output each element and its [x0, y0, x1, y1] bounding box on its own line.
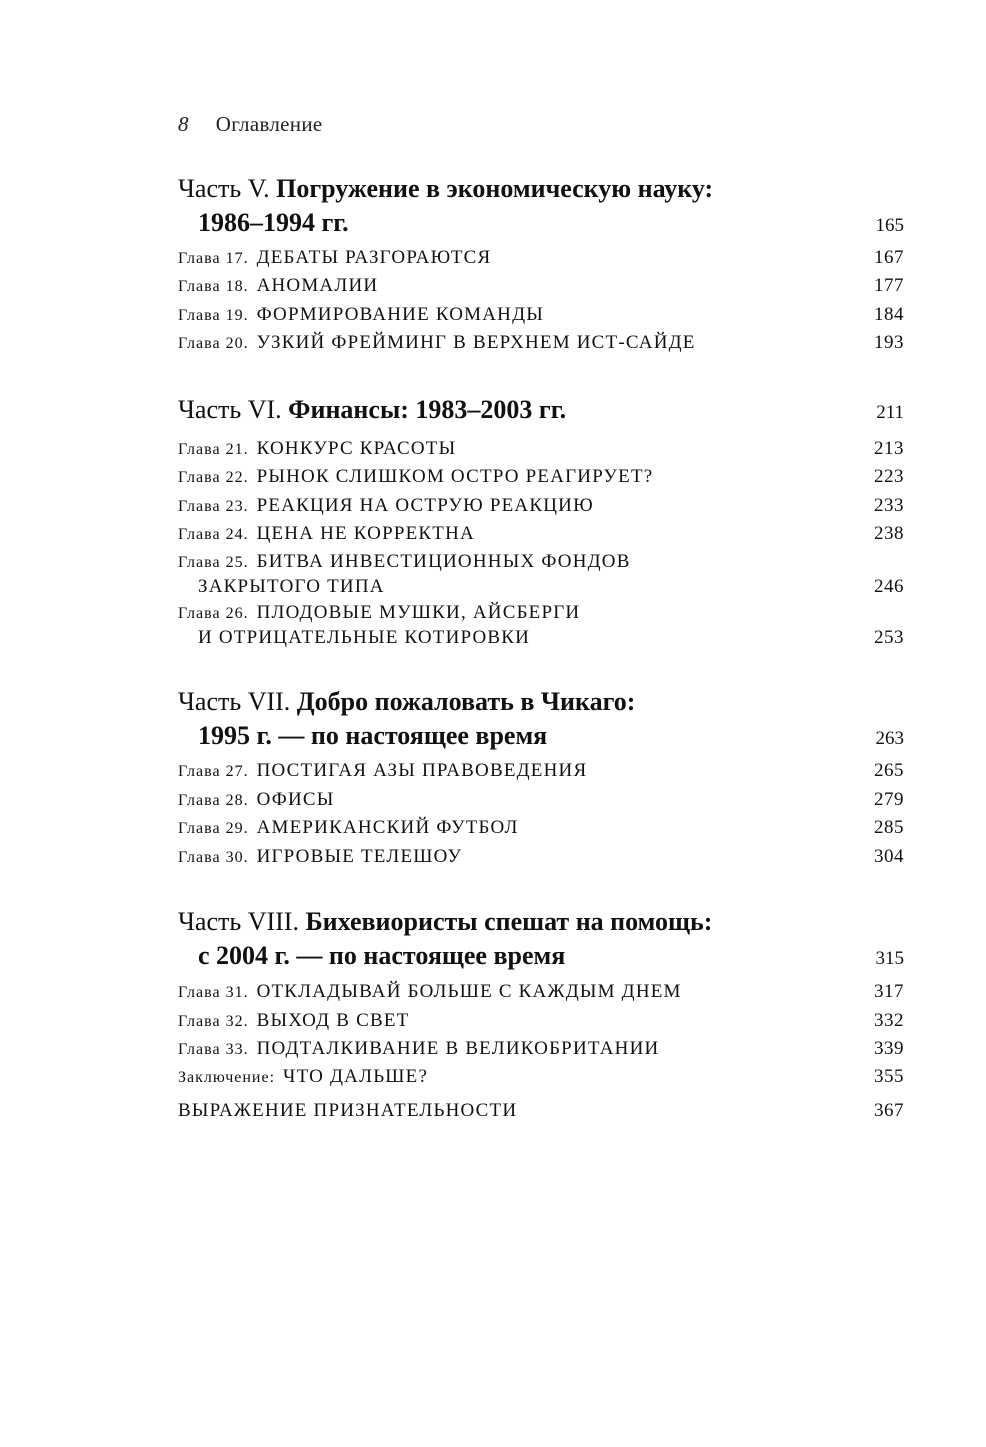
part-title: Бихевиористы спешат на помощь:	[305, 907, 713, 936]
part-title: Добро пожаловать в Чикаго:	[296, 687, 636, 716]
page-ref: 165	[875, 215, 904, 236]
chapter-title: АМЕРИКАНСКИЙ ФУТБОЛ	[256, 817, 519, 838]
chapter-title: КОНКУРС КРАСОТЫ	[256, 438, 457, 459]
toc-entry[interactable]	[178, 845, 904, 870]
toc-entry[interactable]	[178, 759, 904, 784]
running-head	[178, 112, 323, 137]
chapter-title: ПОДТАЛКИВАНИЕ В ВЕЛИКОБРИТАНИИ	[256, 1038, 660, 1059]
toc-entry[interactable]	[178, 246, 904, 271]
chapter-title: ПЛОДОВЫЕ МУШКИ, АЙСБЕРГИ	[256, 602, 581, 623]
page-ref: 263	[875, 728, 904, 749]
page-ref: 184	[874, 304, 904, 325]
chapter-title: ВЫХОД В СВЕТ	[256, 1010, 410, 1031]
page-ref: 355	[874, 1066, 904, 1087]
chapter-label: Глава 23.	[178, 498, 249, 515]
toc-entry[interactable]	[178, 550, 904, 599]
chapter-title: ДЕБАТЫ РАЗГОРАЮТСЯ	[256, 247, 492, 268]
chapter-label: Глава 26.	[178, 605, 249, 622]
toc-entry[interactable]	[178, 494, 904, 519]
page-ref: 265	[874, 760, 904, 781]
chapter-title: БИТВА ИНВЕСТИЦИОННЫХ ФОНДОВ	[256, 551, 631, 572]
page-ref: 238	[874, 523, 904, 544]
part-label: Часть VIII.	[178, 907, 299, 936]
part-label: Часть V.	[178, 174, 270, 203]
section-title: Оглавление	[215, 112, 323, 136]
chapter-title: ЦЕНА НЕ КОРРЕКТНА	[256, 523, 475, 544]
chapter-title: ПОСТИГАЯ АЗЫ ПРАВОВЕДЕНИЯ	[256, 760, 588, 781]
chapter-title: УЗКИЙ ФРЕЙМИНГ В ВЕРХНЕМ ИСТ-САЙДЕ	[256, 332, 696, 353]
chapter-label: Глава 27.	[178, 763, 249, 780]
page-ref: 317	[874, 981, 904, 1002]
chapter-label: Глава 25.	[178, 554, 249, 571]
chapter-title: ФОРМИРОВАНИЕ КОМАНДЫ	[256, 304, 545, 325]
part-title: Погружение в экономическую науку:	[276, 174, 714, 203]
part-heading[interactable]	[178, 393, 904, 430]
chapter-title-cont: И ОТРИЦАТЕЛЬНЫЕ КОТИРОВКИ	[198, 627, 531, 648]
chapter-label: Глава 19.	[178, 307, 249, 324]
chapter-title: ОФИСЫ	[256, 789, 335, 810]
part-heading[interactable]	[178, 905, 904, 976]
chapter-title: ОТКЛАДЫВАЙ БОЛЬШЕ С КАЖДЫМ ДНЕМ	[256, 981, 682, 1002]
chapter-label: Глава 31.	[178, 984, 249, 1001]
part-heading[interactable]	[178, 685, 904, 756]
page-ref: 167	[874, 247, 904, 268]
page-ref: 177	[874, 275, 904, 296]
page-ref: 339	[874, 1038, 904, 1059]
page-ref: 304	[874, 846, 904, 867]
chapter-title: ИГРОВЫЕ ТЕЛЕШОУ	[256, 846, 463, 867]
part-title-cont: 1986–1994 гг.	[198, 208, 349, 237]
chapter-label: Глава 32.	[178, 1013, 249, 1030]
toc-entry[interactable]	[178, 437, 904, 462]
page-ref: 246	[874, 576, 904, 597]
toc-entry[interactable]	[178, 1037, 904, 1062]
part-title: Финансы: 1983–2003 гг.	[288, 395, 567, 424]
part-title-cont: 1995 г. — по настоящее время	[198, 721, 548, 750]
part-label: Часть VI.	[178, 395, 282, 424]
toc-entry[interactable]	[178, 274, 904, 299]
toc-entry[interactable]	[178, 522, 904, 547]
chapter-label: Глава 17.	[178, 250, 249, 267]
chapter-label: Глава 33.	[178, 1041, 249, 1058]
page-ref: 315	[875, 948, 904, 969]
chapter-title: АНОМАЛИИ	[256, 275, 379, 296]
toc-entry[interactable]	[178, 303, 904, 328]
chapter-label: Глава 22.	[178, 469, 249, 486]
chapter-title: ЧТО ДАЛЬШЕ?	[283, 1066, 429, 1087]
chapter-title: РЫНОК СЛИШКОМ ОСТРО РЕАГИРУЕТ?	[256, 466, 654, 487]
chapter-label: Глава 29.	[178, 820, 249, 837]
page-ref: 332	[874, 1010, 904, 1031]
page-ref: 193	[874, 332, 904, 353]
page-ref: 211	[876, 402, 904, 423]
chapter-label: Глава 20.	[178, 335, 249, 352]
toc-entry[interactable]	[178, 465, 904, 490]
toc-entry[interactable]	[178, 980, 904, 1005]
toc-entry[interactable]	[178, 1009, 904, 1034]
toc-entry[interactable]	[178, 331, 904, 356]
page-ref: 223	[874, 466, 904, 487]
chapter-label: Заключение:	[178, 1069, 276, 1086]
toc-entry[interactable]	[178, 816, 904, 841]
page-ref: 253	[874, 627, 904, 648]
toc-entry-acknowledgements[interactable]	[178, 1099, 904, 1123]
page-ref: 367	[874, 1100, 904, 1121]
chapter-title-cont: ЗАКРЫТОГО ТИПА	[198, 576, 385, 597]
chapter-title: РЕАКЦИЯ НА ОСТРУЮ РЕАКЦИЮ	[256, 495, 594, 516]
part-heading[interactable]	[178, 172, 904, 243]
entry-title: ВЫРАЖЕНИЕ ПРИЗНАТЕЛЬНОСТИ	[178, 1100, 518, 1121]
page-ref: 285	[874, 817, 904, 838]
part-label: Часть VII.	[178, 687, 291, 716]
page-ref: 213	[874, 438, 904, 459]
chapter-label: Глава 30.	[178, 849, 249, 866]
toc-entry[interactable]	[178, 601, 904, 650]
chapter-label: Глава 24.	[178, 526, 249, 543]
chapter-label: Глава 21.	[178, 441, 249, 458]
toc-entry[interactable]	[178, 788, 904, 813]
page-number: 8	[178, 112, 189, 136]
page-ref: 233	[874, 495, 904, 516]
chapter-label: Глава 28.	[178, 792, 249, 809]
chapter-label: Глава 18.	[178, 278, 249, 295]
part-title-cont: с 2004 г. — по настоящее время	[198, 941, 566, 970]
toc-entry[interactable]	[178, 1065, 904, 1090]
page-ref: 279	[874, 789, 904, 810]
